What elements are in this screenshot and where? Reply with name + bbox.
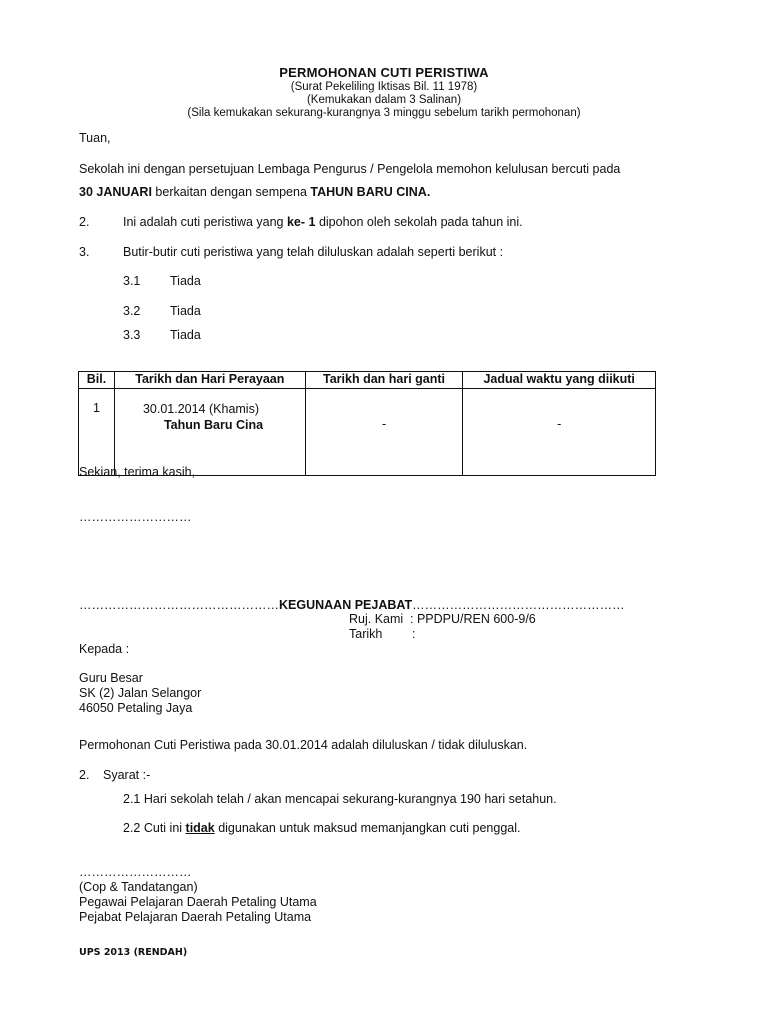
condition-2-2 bbox=[123, 821, 520, 837]
date-label: Tarikh bbox=[349, 627, 383, 641]
form-code-footer: UPS 2013 (RENDAH) bbox=[79, 947, 188, 958]
subtitle-deadline: (Sila kemukakan sekurang-kurangnya 3 minggu sebelum tarikh permohonan) bbox=[187, 107, 581, 119]
salutation: Tuan, bbox=[79, 131, 111, 145]
address-line: 46050 Petaling Jaya bbox=[79, 701, 193, 715]
office-heading: KEGUNAAN PEJABAT bbox=[279, 598, 413, 612]
condition-2-2-pre: 2.2 Cuti ini bbox=[123, 821, 186, 835]
sub-item-number: 3.2 bbox=[123, 304, 141, 318]
item-3-text: Butir-butir cuti peristiwa yang telah diluluskan adalah seperti berikut : bbox=[123, 245, 504, 259]
conditions-label: Syarat :- bbox=[103, 768, 151, 782]
cell-bil: 1 bbox=[79, 389, 115, 476]
request-paragraph-line2 bbox=[79, 185, 430, 201]
officer-signature-dots: ……………………… bbox=[79, 865, 192, 879]
request-connector: berkaitan dengan sempena bbox=[151, 185, 311, 199]
cell-date bbox=[114, 389, 305, 476]
sub-item-number: 3.1 bbox=[123, 274, 141, 288]
column-header-date: Tarikh dan Hari Perayaan bbox=[114, 372, 305, 389]
item-2-number: 2. bbox=[79, 215, 90, 229]
holiday-table bbox=[78, 371, 656, 476]
cell-date-value: 30.01.2014 (Khamis) bbox=[142, 402, 259, 416]
sub-item-text: Tiada bbox=[170, 274, 201, 288]
stamp-signature-label: (Cop & Tandatangan) bbox=[79, 880, 198, 894]
recipient-label: Kepada : bbox=[79, 642, 130, 656]
address-line: SK (2) Jalan Selangor bbox=[79, 686, 202, 700]
item-2-pre: Ini adalah cuti peristiwa yang bbox=[123, 215, 287, 229]
column-header-replacement: Tarikh dan hari ganti bbox=[305, 372, 463, 389]
holiday-event: TAHUN BARU CINA. bbox=[310, 185, 431, 199]
condition-2-2-emphasis: tidak bbox=[185, 821, 215, 835]
item-2-text bbox=[123, 215, 523, 231]
request-paragraph: Sekolah ini dengan persetujuan Lembaga Pengurus / Pengelola memohon kelulusan bercuti pada bbox=[79, 162, 621, 176]
office-name: Pejabat Pelajaran Daerah Petaling Utama bbox=[79, 910, 312, 924]
table-header-row bbox=[79, 372, 656, 389]
conditions-number: 2. bbox=[79, 768, 90, 782]
reference-label: Ruj. Kami bbox=[349, 612, 404, 626]
date-value: : bbox=[412, 627, 416, 641]
condition-2-2-post: digunakan untuk maksud memanjangkan cuti penggal. bbox=[214, 821, 521, 835]
address-line: Guru Besar bbox=[79, 671, 143, 685]
approval-statement: Permohonan Cuti Peristiwa pada 30.01.2014 adalah diluluskan / tidak diluluskan. bbox=[79, 738, 528, 752]
item-3-number: 3. bbox=[79, 245, 90, 259]
subtitle-circular: (Surat Pekeliling Iktisas Bil. 11 1978) bbox=[290, 81, 478, 93]
closing-text: Sekian, terima kasih, bbox=[79, 465, 196, 479]
sub-item-number: 3.3 bbox=[123, 328, 141, 342]
item-2-post: dipohon oleh sekolah pada tahun ini. bbox=[315, 215, 523, 229]
form-title: PERMOHONAN CUTI PERISTIWA bbox=[279, 65, 489, 80]
cell-event-name: Tahun Baru Cina bbox=[163, 418, 264, 433]
signature-dots: ……………………… bbox=[79, 510, 192, 524]
office-dots-left: ………………………………………… bbox=[79, 598, 279, 612]
reference-value: : PPDPU/REN 600-9/6 bbox=[410, 612, 536, 626]
sub-item-text: Tiada bbox=[170, 304, 201, 318]
cell-timetable: - bbox=[463, 389, 656, 476]
officer-title: Pegawai Pelajaran Daerah Petaling Utama bbox=[79, 895, 317, 909]
holiday-date: 30 JANUARI bbox=[79, 185, 152, 199]
item-2-count: ke- 1 bbox=[286, 215, 316, 229]
table-row bbox=[79, 389, 656, 476]
cell-replacement: - bbox=[305, 389, 463, 476]
sub-item-text: Tiada bbox=[170, 328, 201, 342]
column-header-timetable: Jadual waktu yang diikuti bbox=[463, 372, 656, 389]
office-dots-right: …………………………………………… bbox=[412, 598, 625, 612]
column-header-bil: Bil. bbox=[79, 372, 115, 389]
condition-2-1: 2.1 Hari sekolah telah / akan mencapai sekurang-kurangnya 190 hari setahun. bbox=[123, 792, 557, 806]
subtitle-copies: (Kemukakan dalam 3 Salinan) bbox=[306, 94, 462, 106]
